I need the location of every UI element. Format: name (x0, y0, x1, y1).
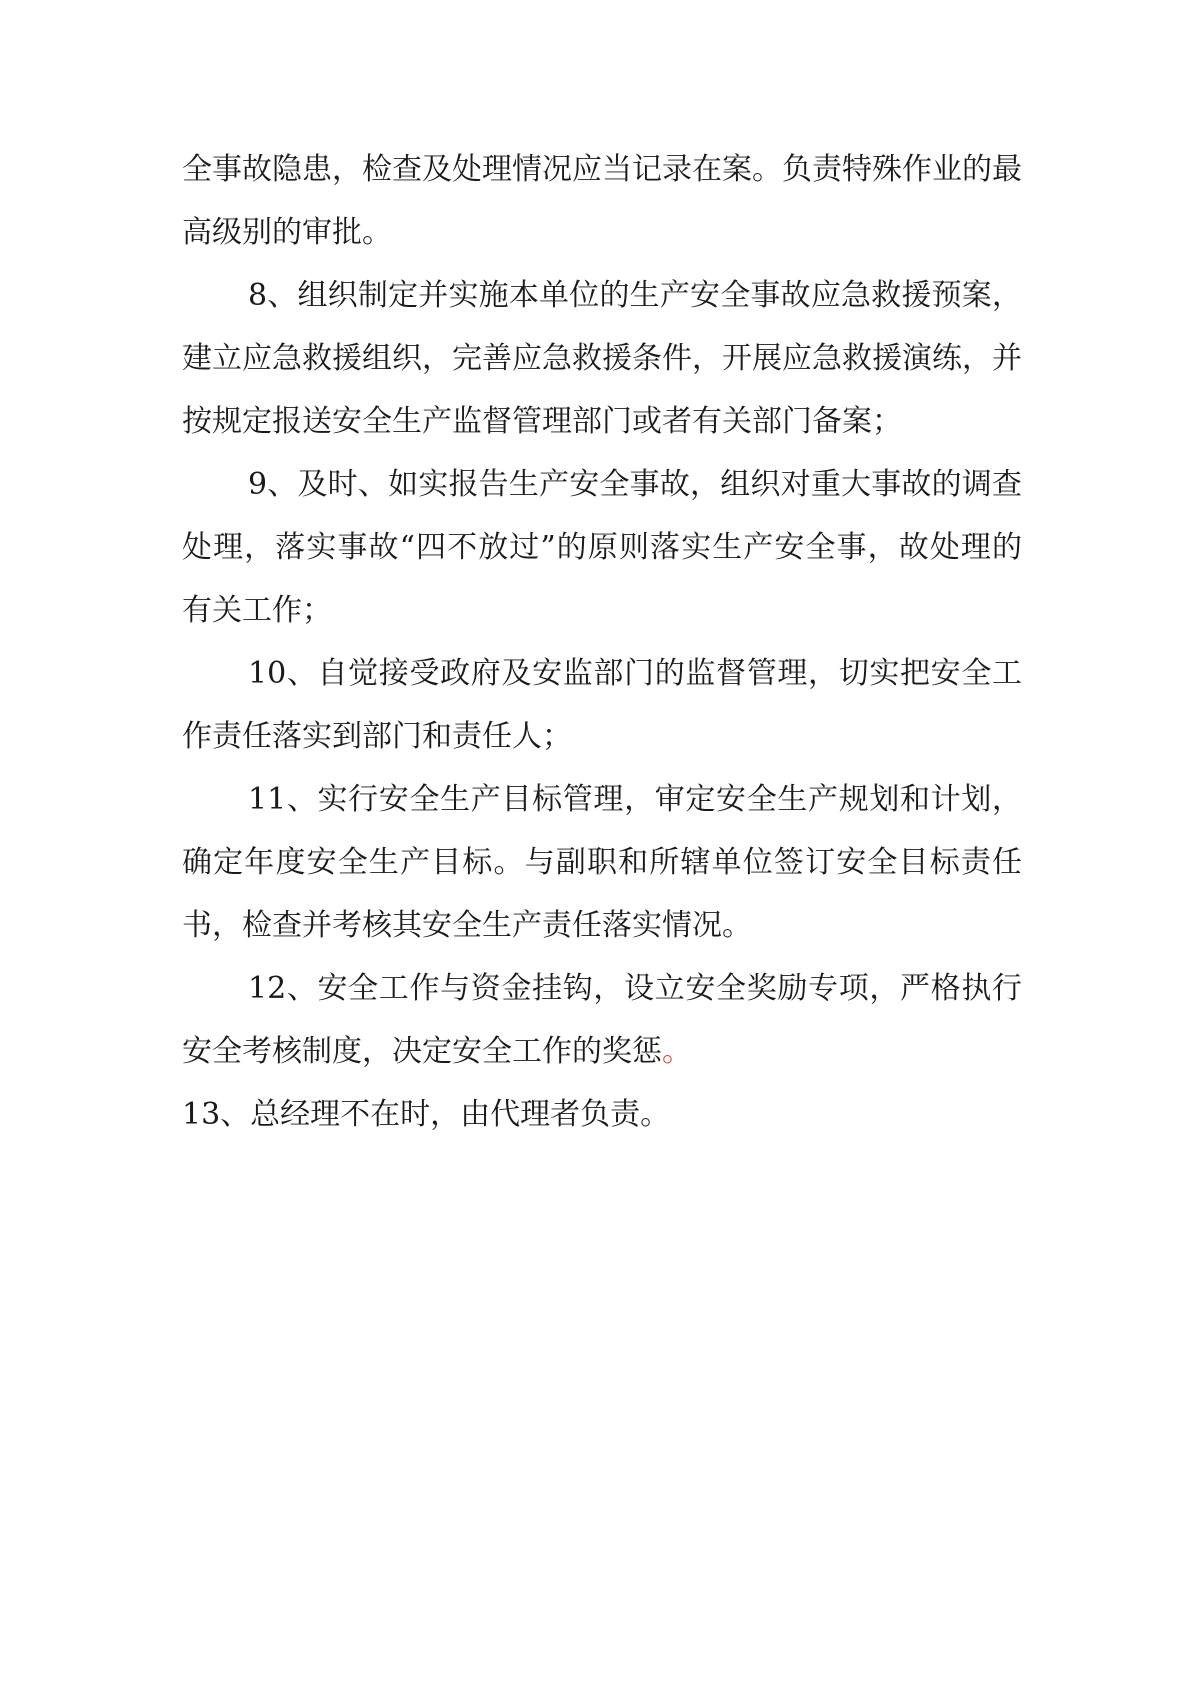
paragraph-text: 9、及时、如实报告生产安全事故，组织对重大事故的调查处理，落实事故“四不放过”的原则落实生产安全事，故处理的有关工作； (182, 467, 1022, 628)
paragraph-text: 11、实行安全生产目标管理，审定安全生产规划和计划，确定年度安全生产目标。与副职和所辖单位签订安全目标责任书，检查并考核其安全生产责任落实情况。 (182, 782, 1022, 943)
paragraph-item-12 (182, 957, 1022, 1083)
paragraph-item-11 (182, 768, 1022, 957)
paragraph-item-13 (182, 1083, 1022, 1146)
paragraph-text: 10、自觉接受政府及安监部门的监督管理，切实把安全工作责任落实到部门和责任人； (182, 656, 1022, 754)
paragraph-item-8 (182, 264, 1022, 453)
paragraph-text: 8、组织制定并实施本单位的生产安全事故应急救援预案，建立应急救援组织，完善应急救援条件，开展应急救援演练，并按规定报送安全生产监督管理部门或者有关部门备案； (182, 278, 1022, 439)
paragraph-continued (182, 138, 1022, 264)
paragraph-item-9 (182, 453, 1022, 642)
paragraph-text: 13、总经理不在时，由代理者负责。 (182, 1097, 671, 1132)
revision-mark: 。 (662, 1034, 692, 1069)
paragraph-item-10 (182, 642, 1022, 768)
document-body (182, 138, 1022, 1146)
paragraph-text: 全事故隐患，检查及处理情况应当记录在案。负责特殊作业的最高级别的审批。 (182, 152, 1022, 250)
paragraph-text: 12、安全工作与资金挂钩，设立安全奖励专项，严格执行安全考核制度，决定安全工作的奖惩 (182, 971, 1022, 1069)
